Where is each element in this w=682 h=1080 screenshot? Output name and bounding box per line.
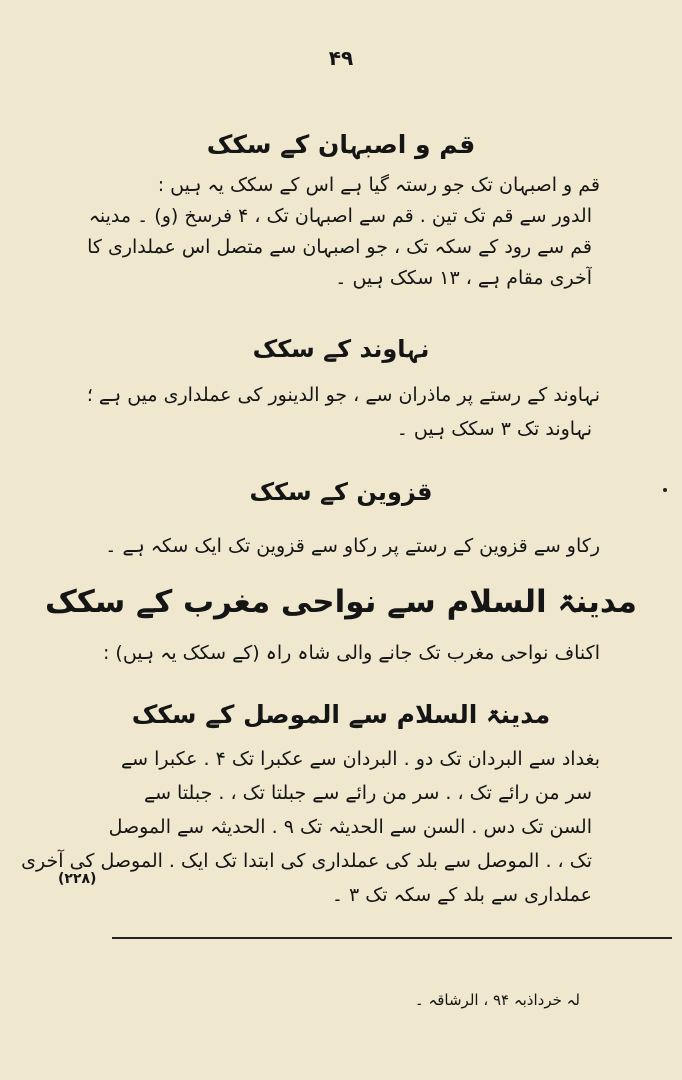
paragraph-line: السن تک دس . السن سے الحدیثہ تک ۹ . الحدیثہ سے الموصل <box>108 816 592 838</box>
paragraph-line: قم سے رود کے سکہ تک ، جو اصبہان سے متصل اس عملداری کا <box>87 236 592 258</box>
section-heading-qum-isfahan: قم و اصبہان کے سکک <box>206 130 476 159</box>
paragraph-line: تک ، . الموصل سے بلد کی عملداری کی ابتدا تک ایک . الموصل کی آخری <box>21 850 592 872</box>
section-heading-qazvin: قزوین کے سکک <box>249 478 433 506</box>
paragraph-line: آخری مقام ہے ، ۱۳ سکک ہیں ۔ <box>335 267 592 289</box>
paragraph-line: سر من رائے تک ، . سر من رائے سے جبلتا تک ، . جبلتا سے <box>143 782 592 804</box>
paragraph-line: الدور سے قم تک تین . قم سے اصبہان تک ، ۴ فرسخ (و) ۔ مدینہ <box>88 205 592 227</box>
paragraph-line: بغداد سے البردان تک دو . البردان سے عکبرا تک ۴ . عکبرا سے <box>121 748 600 770</box>
section-heading-mosul: مدینۃ السلام سے الموصل کے سکک <box>131 700 551 729</box>
footnote: لہ خرداذبہ ۹۴ ، الرشاقہ ۔ <box>414 991 580 1009</box>
paragraph-line: عملداری سے بلد کے سکہ تک ۳ ۔ <box>331 884 592 906</box>
ink-dot <box>663 488 667 492</box>
paragraph-line: اکناف نواحی مغرب تک جانے والی شاہ راہ (کے سکک یہ ہیں) : <box>102 642 600 664</box>
section-heading-nahavand: نہاوند کے سکک <box>252 335 430 363</box>
page-number: ۴۹ <box>328 46 354 70</box>
margin-note: (۲۲۸) <box>58 871 97 887</box>
paragraph-line: نہاوند کے رستے پر ماذران سے ، جو الدینور کی عملداری میں ہے ؛ <box>86 384 600 406</box>
section-heading-maghrib: مدینۃ السلام سے نواحی مغرب کے سکک <box>44 584 637 620</box>
paragraph-line: نہاوند تک ۳ سکک ہیں ۔ <box>396 418 592 440</box>
paragraph-line: قم و اصبہان تک جو رستہ گیا ہے اس کے سکک یہ ہیں : <box>157 174 600 196</box>
paragraph-line: رکاو سے قزوین کے رستے پر رکاو سے قزوین تک ایک سکہ ہے ۔ <box>105 535 600 557</box>
footnote-divider <box>112 937 672 939</box>
